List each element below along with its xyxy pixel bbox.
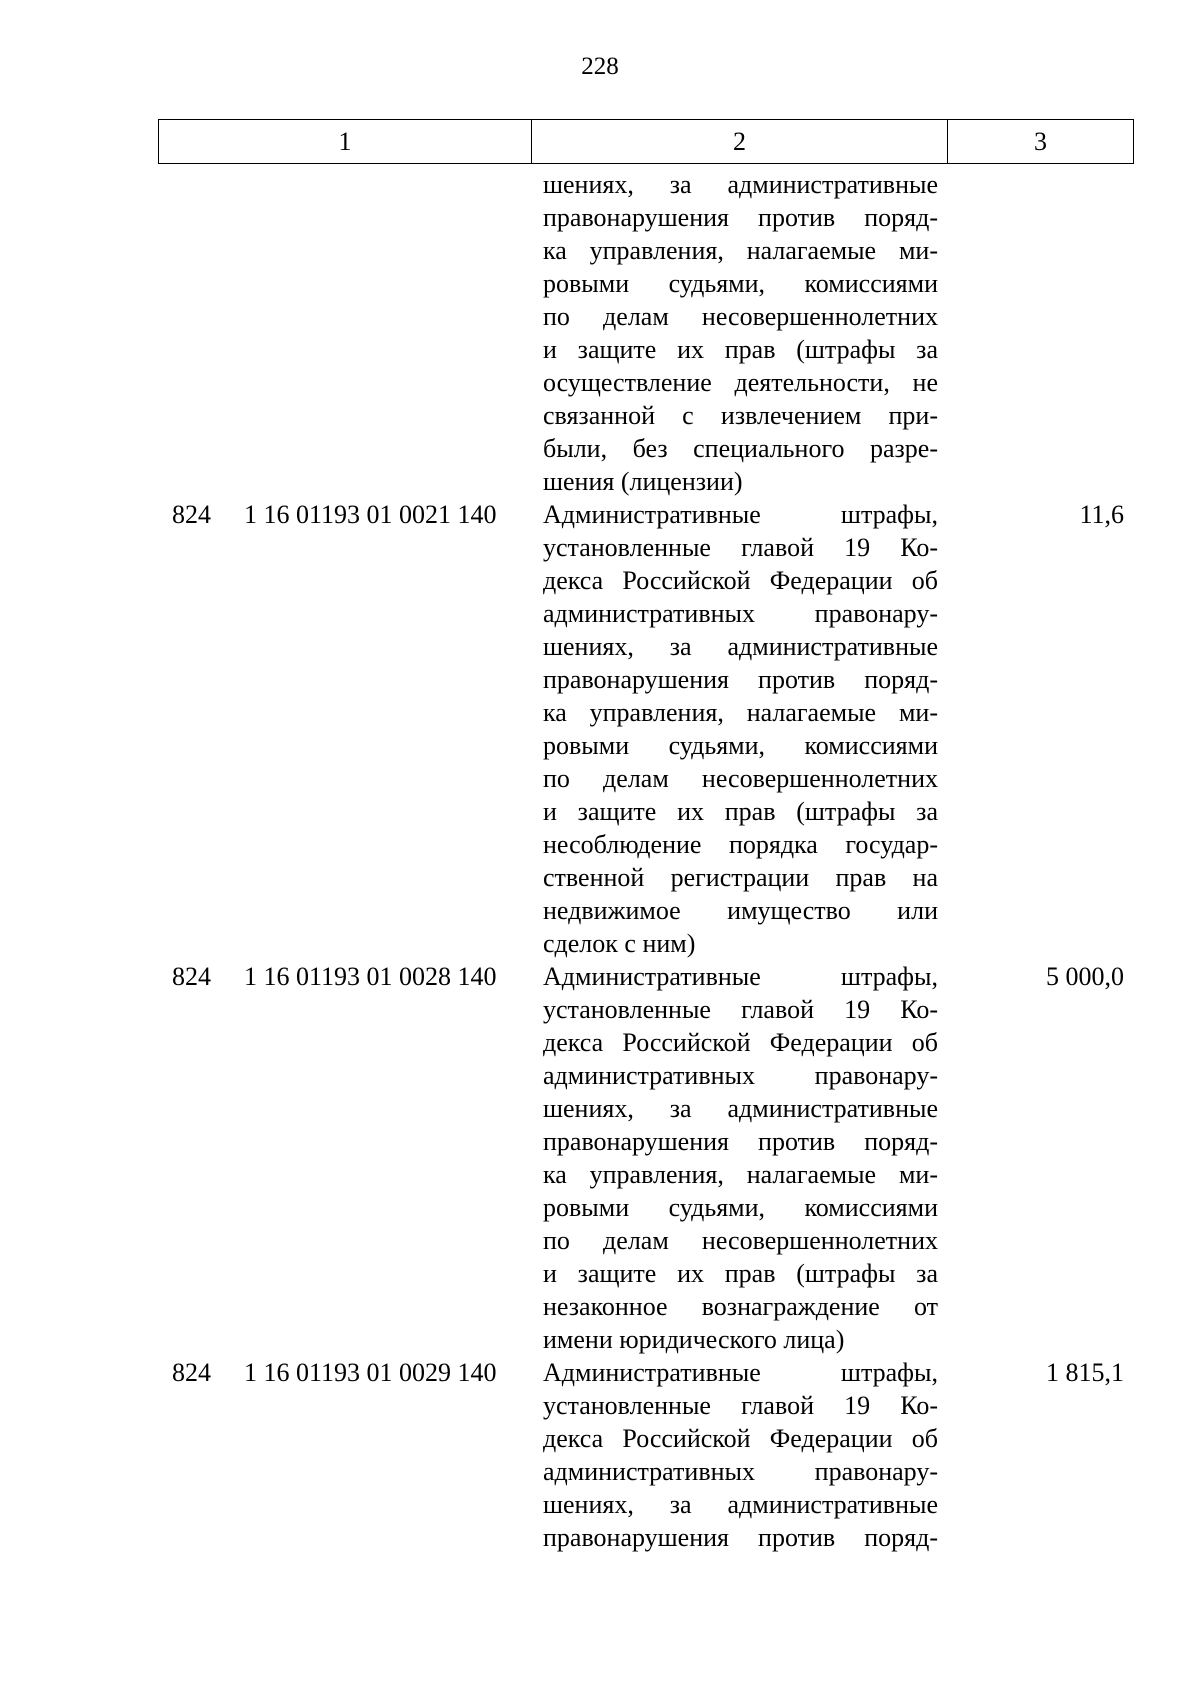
description-line: незаконное вознаграждение от: [543, 1292, 938, 1321]
amount-cell: 11,6: [1079, 500, 1124, 529]
description-line: шения (лицензии): [543, 467, 743, 496]
description-line: установленные главой 19 Ко-: [543, 995, 938, 1024]
description-cell: [543, 1356, 938, 1554]
description-line: Административные штрафы,: [543, 1358, 938, 1387]
budget-code-cell: 1 16 01193 01 0029 140: [244, 1358, 497, 1387]
description-line: ровыми судьями, комиссиями: [543, 1193, 938, 1222]
description-line: декса Российской Федерации об: [543, 1424, 938, 1453]
column-header-2: 2: [532, 120, 948, 163]
description-line: правонарушения против поряд-: [543, 1523, 938, 1552]
description-cell: [543, 168, 938, 498]
description-cell: [543, 960, 938, 1356]
description-line: недвижимое имущество или: [543, 896, 938, 925]
description-line: ка управления, налагаемые ми-: [543, 698, 938, 727]
description-line: административных правонару-: [543, 1457, 938, 1486]
description-line: имени юридического лица): [543, 1325, 845, 1354]
description-line: и защите их прав (штрафы за: [543, 1259, 938, 1288]
description-line: ка управления, налагаемые ми-: [543, 1160, 938, 1189]
amount-cell: 1 815,1: [1046, 1358, 1124, 1387]
table-row: [0, 498, 1200, 960]
description-line: шениях, за административные: [543, 1490, 938, 1519]
description-line: установленные главой 19 Ко-: [543, 533, 938, 562]
admin-code-cell: 824: [172, 1358, 211, 1387]
description-line: правонарушения против поряд-: [543, 665, 938, 694]
description-line: связанной с извлечением при-: [543, 401, 938, 430]
description-line: и защите их прав (штрафы за: [543, 335, 938, 364]
description-line: установленные главой 19 Ко-: [543, 1391, 938, 1420]
description-line: шениях, за административные: [543, 1094, 938, 1123]
table-body: [0, 168, 1200, 1554]
description-line: по делам несовершеннолетних: [543, 764, 938, 793]
description-line: Административные штрафы,: [543, 962, 938, 991]
table-row: [0, 168, 1200, 498]
description-line: правонарушения против поряд-: [543, 203, 938, 232]
description-line: Административные штрафы,: [543, 500, 938, 529]
description-line: ственной регистрации прав на: [543, 863, 938, 892]
column-header-1: 1: [159, 120, 532, 163]
description-line: шениях, за административные: [543, 170, 938, 199]
description-line: несоблюдение порядка государ-: [543, 830, 938, 859]
column-header-3: 3: [1034, 126, 1047, 156]
admin-code-cell: 824: [172, 962, 211, 991]
admin-code-cell: 824: [172, 500, 211, 529]
description-line: административных правонару-: [543, 1061, 938, 1090]
description-line: и защите их прав (штрафы за: [543, 797, 938, 826]
description-line: административных правонару-: [543, 599, 938, 628]
description-line: по делам несовершеннолетних: [543, 302, 938, 331]
description-line: декса Российской Федерации об: [543, 1028, 938, 1057]
description-line: осуществление деятельности, не: [543, 368, 938, 397]
description-line: декса Российской Федерации об: [543, 566, 938, 595]
description-line: ка управления, налагаемые ми-: [543, 236, 938, 265]
description-cell: [543, 498, 938, 960]
amount-cell: 5 000,0: [1046, 962, 1124, 991]
description-line: ровыми судьями, комиссиями: [543, 269, 938, 298]
description-line: сделок с ним): [543, 929, 696, 958]
budget-code-cell: 1 16 01193 01 0021 140: [244, 500, 497, 529]
description-line: по делам несовершеннолетних: [543, 1226, 938, 1255]
description-line: были, без специального разре-: [543, 434, 938, 463]
description-line: шениях, за административные: [543, 632, 938, 661]
page-number: 228: [581, 53, 619, 80]
budget-code-cell: 1 16 01193 01 0028 140: [244, 962, 497, 991]
table-row: [0, 960, 1200, 1356]
table-row: [0, 1356, 1200, 1554]
table-header: [158, 119, 1134, 164]
description-line: правонарушения против поряд-: [543, 1127, 938, 1156]
description-line: ровыми судьями, комиссиями: [543, 731, 938, 760]
